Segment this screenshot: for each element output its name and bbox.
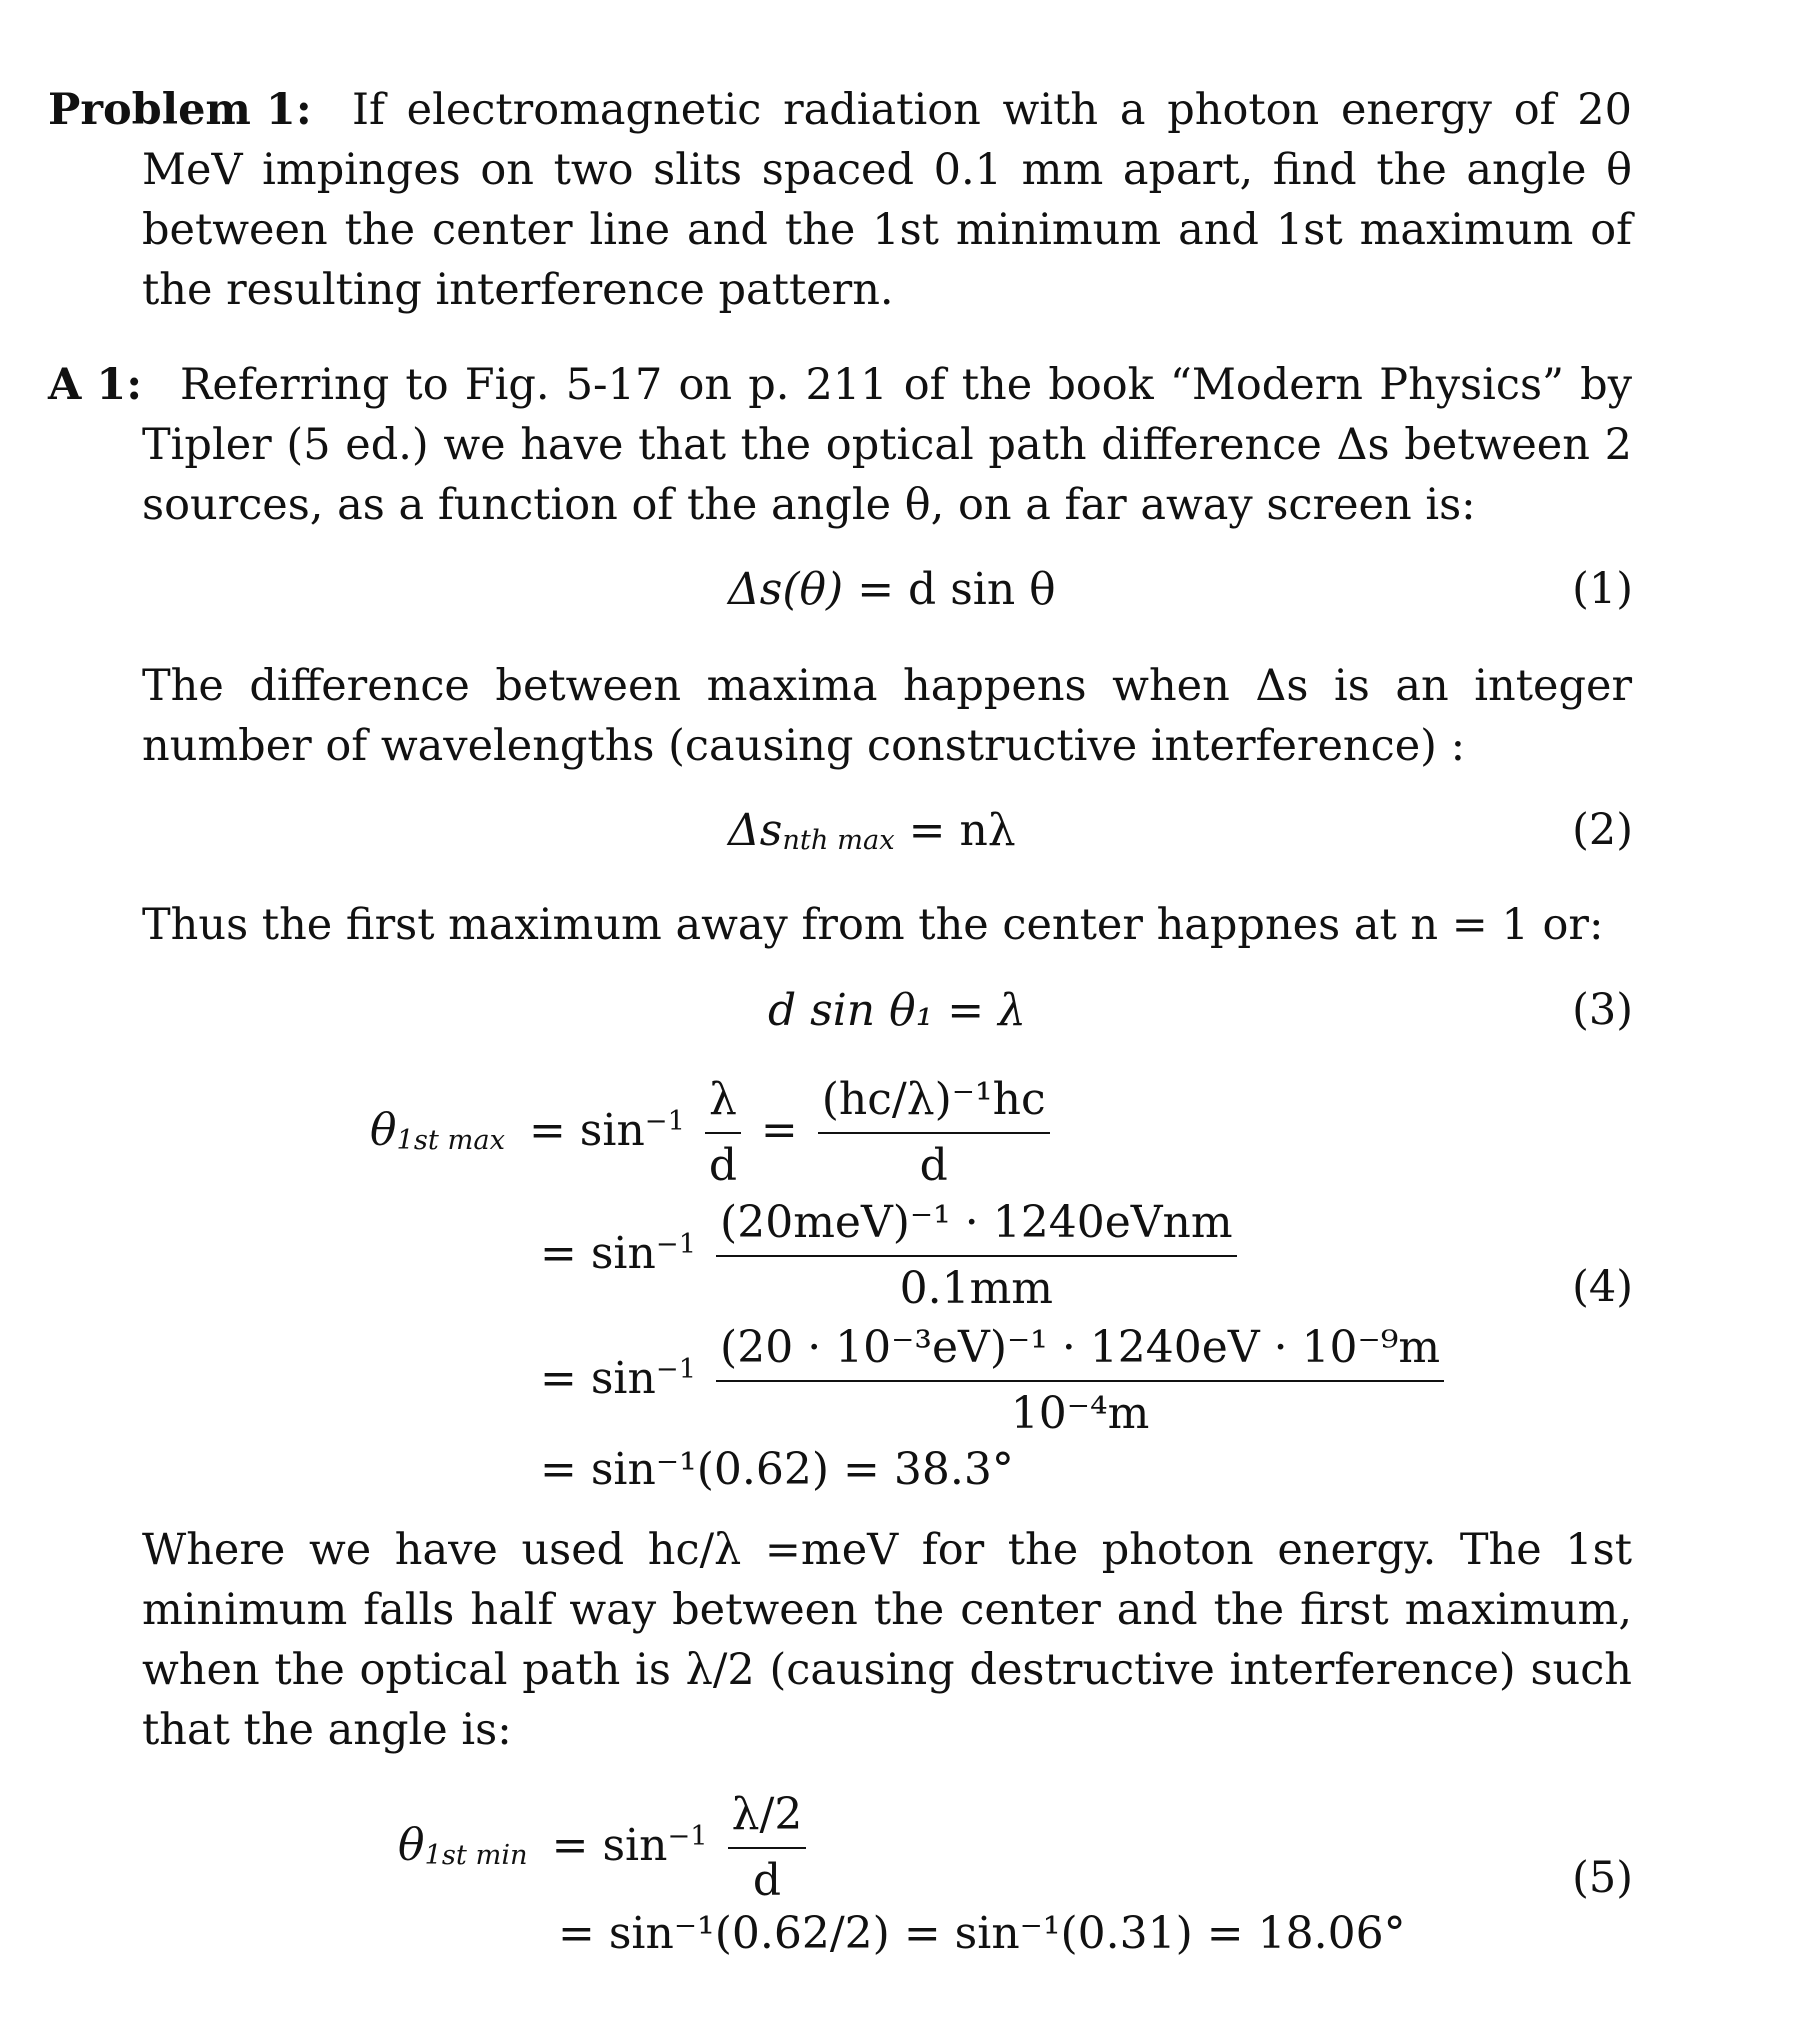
equation-1 — [728, 564, 1056, 615]
equation-5-line-2: = sin⁻¹(0.62/2) = sin⁻¹(0.31) = 18.06° — [558, 1908, 1406, 1959]
eq4-fraction-3 — [716, 1195, 1237, 1317]
eq4-frac4-den: 10⁻⁴m — [1010, 1388, 1150, 1439]
eq5-frac-num: λ/2 — [728, 1787, 807, 1849]
equation-4-line-2: = $\sin^{-1}$ $\frac{\text{(20meV)⁻¹ · 1240eVnm}}{0.1mm}$ — [540, 1195, 1243, 1317]
equation-4-number: (4) — [1572, 1262, 1633, 1312]
paragraph-minimum-text: Where we have used hc/λ =meV for the photon energy. The 1st minimum falls half way between the center and the first maximum, when the optical path is λ/2 (causing destructive interference) such that the angle is: — [142, 1525, 1632, 1755]
eq2-lhs: Δs — [728, 805, 783, 856]
eq4-fraction-2 — [818, 1072, 1050, 1194]
eq1-rhs: = d sin θ — [857, 564, 1056, 615]
eq4-fraction-4 — [716, 1320, 1444, 1442]
equation-3: d sin θ₁ = λ — [768, 985, 1026, 1036]
eq4-lhs-subscript: 1st max — [396, 1124, 505, 1156]
eq5-frac-den: d — [752, 1855, 782, 1906]
equation-4-line-3: = $\sin^{-1}$ $\frac{\text{(20 · 10⁻³eV)⁻¹ · 1240eV · 10⁻⁹m}}{\text{10⁻⁴m}}$ — [540, 1320, 1450, 1442]
equation-2 — [728, 805, 1016, 856]
eq4-frac3-den: 0.1mm — [899, 1263, 1054, 1314]
problem-text: If electromagnetic radiation with a photon energy of 20 MeV impinges on two slits spaced 0.1 mm apart, find the angle θ between the center line and the 1st minimum and 1st maximum of the resulting interference pattern. — [142, 85, 1632, 315]
eq4-frac3-num: (20meV)⁻¹ · 1240eVnm — [716, 1195, 1237, 1257]
eq4-frac1-den: d — [708, 1140, 738, 1191]
equation-4-line-4: = sin⁻¹(0.62) = 38.3° — [540, 1444, 1014, 1495]
eq4-frac2-den: d — [919, 1140, 948, 1191]
answer-label: A 1: — [48, 360, 143, 410]
eq5-lhs-subscript: 1st min — [424, 1839, 528, 1871]
eq2-rhs: = nλ — [908, 805, 1016, 856]
answer-text: Referring to Fig. 5-17 on p. 211 of the book “Modern Physics” by Tipler (5 ed.) we have that the optical path difference Δs between 2 sources, as a function of the angle θ, on a far away screen is: — [142, 360, 1632, 530]
eq5-fraction — [728, 1787, 807, 1909]
eq4-frac4-num: (20 · 10⁻³eV)⁻¹ · 1240eV · 10⁻⁹m — [716, 1320, 1444, 1382]
equation-1-number: (1) — [1572, 564, 1633, 614]
paragraph-first-max-text: Thus the first maximum away from the center happnes at n = 1 or: — [142, 900, 1604, 950]
equation-5-number: (5) — [1572, 1853, 1633, 1903]
paragraph-first-max — [142, 895, 1632, 955]
problem-label: Problem 1: — [48, 85, 312, 135]
problem-statement — [48, 80, 1632, 320]
eq2-subscript: nth max — [782, 825, 895, 857]
equation-2-number: (2) — [1572, 805, 1633, 855]
equation-5-line-1: $\theta_{1st min} = \sin^{-1}$ $\frac{\lambda/2}{d}$ — [398, 1787, 812, 1909]
eq4-fraction-1 — [705, 1072, 741, 1194]
paragraph-minimum — [142, 1520, 1632, 1760]
eq4-frac2-num: (hc/λ)⁻¹hc — [818, 1072, 1050, 1134]
eq1-lhs: Δs(θ) — [728, 564, 844, 615]
paragraph-maxima — [142, 656, 1632, 776]
answer-intro — [48, 355, 1632, 535]
eq4-lhs: θ — [370, 1104, 397, 1156]
paragraph-maxima-text: The difference between maxima happens when Δs is an integer number of wavelengths (causing constructive interference) : — [142, 661, 1632, 771]
eq5-lhs: θ — [398, 1819, 425, 1871]
equation-3-number: (3) — [1572, 985, 1633, 1035]
eq4-frac1-num: λ — [705, 1072, 741, 1134]
equation-4-line-1: $\theta_{1st max} = \sin^{-1}$ $\frac{\lambda}{d}$ = $\frac{\text{(hc/λ)⁻¹hc}}{d}$ — [370, 1072, 1056, 1194]
